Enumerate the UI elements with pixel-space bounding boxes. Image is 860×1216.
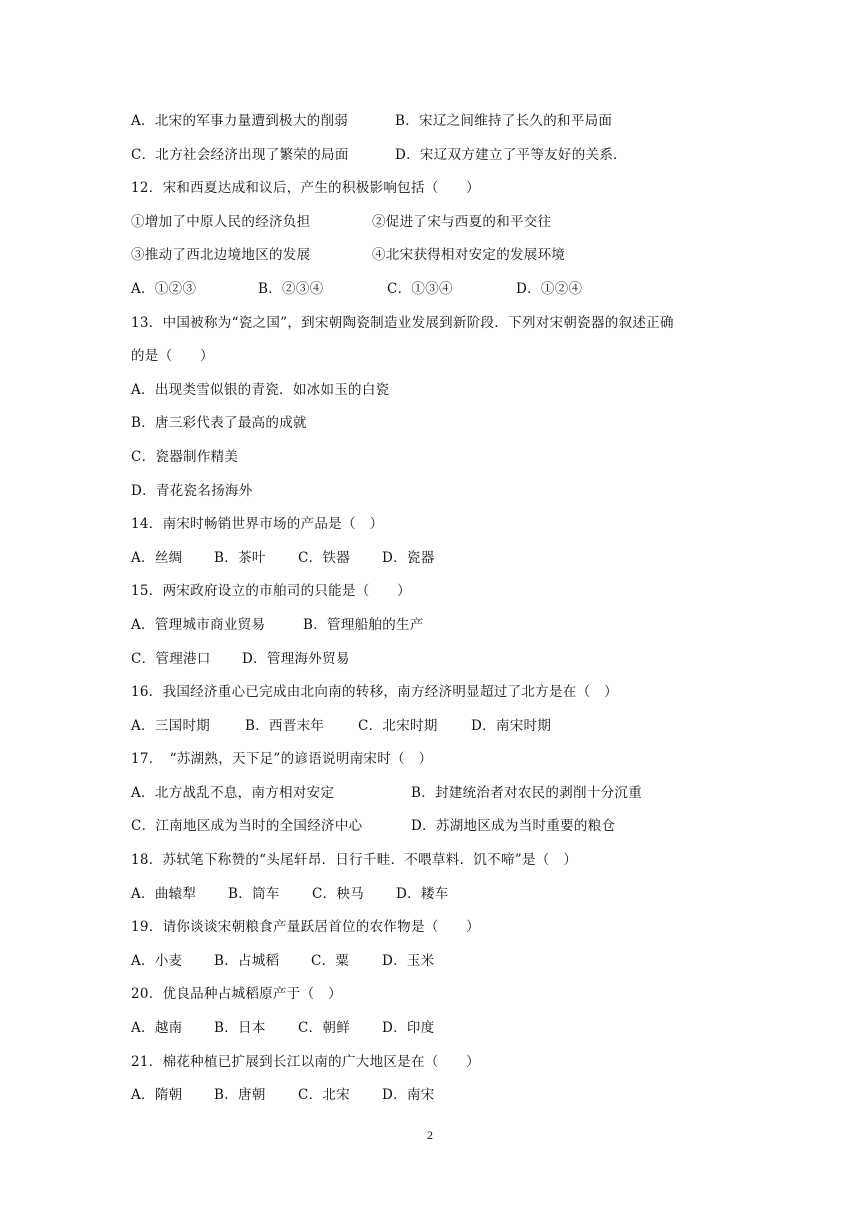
question-text: 的是（ ） — [131, 348, 214, 365]
option-text: A．①②③ — [131, 280, 197, 297]
option-text: D．玉米 — [382, 952, 435, 969]
option-text: B．宋辽之间维持了长久的和平局面 — [395, 113, 613, 129]
text-line — [131, 276, 751, 310]
text-line — [131, 545, 751, 579]
question-text: D．青花瓷名扬海外 — [131, 482, 253, 499]
option-text: B．占城稻 — [214, 952, 280, 969]
question-text: 15．两宋政府设立的市舶司的只能是（ ） — [131, 583, 411, 600]
text-line — [131, 981, 751, 1015]
text-line — [131, 1015, 751, 1049]
option-text: D．印度 — [382, 1020, 435, 1037]
text-line — [131, 847, 751, 881]
question-text: 16．我国经济重心已完成由北向南的转移，南方经济明显超过了北方是在（ ） — [131, 684, 618, 701]
option-text: ④北宋获得相对安定的发展环境 — [372, 247, 566, 264]
question-text: 19．请你谈谈宋朝粮食产量跃居首位的农作物是（ ） — [131, 919, 480, 936]
question-text: 17． “苏湖熟，天下足”的谚语说明南宋时（ ） — [131, 751, 433, 768]
text-line — [131, 612, 751, 646]
option-text: C．管理港口 — [131, 650, 211, 667]
option-text: D．耧车 — [396, 885, 449, 902]
option-text: B．筒车 — [228, 885, 280, 902]
text-line — [131, 578, 751, 612]
option-text: A．管理城市商业贸易 — [131, 616, 266, 633]
option-text: C．粟 — [311, 952, 350, 969]
option-text: C．北宋时期 — [358, 717, 438, 734]
option-text: ②促进了宋与西夏的和平交往 — [372, 213, 552, 230]
option-text: ③推动了西北边境地区的发展 — [131, 247, 311, 264]
text-line — [131, 343, 751, 377]
option-text: ①增加了中原人民的经济负担 — [131, 213, 311, 230]
text-line — [131, 948, 751, 982]
option-text: D．南宋 — [382, 1087, 435, 1104]
option-text: A．北宋的军事力量遭到极大的削弱 — [131, 113, 349, 129]
question-text: 12．宋和西夏达成和议后，产生的积极影响包括（ ） — [131, 180, 480, 197]
text-line — [131, 914, 751, 948]
text-line — [131, 679, 751, 713]
option-text: C．①③④ — [387, 280, 453, 297]
text-line — [131, 813, 751, 847]
question-text: 14．南宋时畅销世界市场的产品是（ ） — [131, 516, 384, 533]
question-text: 20．优良品种占城稻原产于（ ） — [131, 986, 342, 1003]
page-number: 2 — [427, 1128, 433, 1142]
question-text: 18．苏轼笔下称赞的“头尾轩昂．日行千畦．不喂草料．饥不啼”是（ ） — [131, 852, 578, 869]
option-text: B．管理船舶的生产 — [303, 616, 424, 633]
question-text: C．瓷器制作精美 — [131, 448, 239, 465]
option-text: A．三国时期 — [131, 717, 211, 734]
option-text: C．北方社会经济出现了繁荣的局面 — [131, 146, 349, 163]
option-text: C．铁器 — [298, 549, 351, 566]
text-line — [131, 410, 751, 444]
text-line — [131, 881, 751, 915]
text-line — [131, 142, 751, 176]
option-text: B．唐朝 — [214, 1087, 266, 1104]
text-line — [131, 713, 751, 747]
text-line — [131, 310, 751, 344]
text-line — [131, 242, 751, 276]
option-text: C．江南地区成为当时的全国经济中心 — [131, 818, 363, 835]
text-line — [131, 175, 751, 209]
question-text: B．唐三彩代表了最高的成就 — [131, 415, 307, 432]
option-text: D．管理海外贸易 — [242, 650, 350, 667]
text-line — [131, 377, 751, 411]
question-text: A．出现类雪似银的青瓷．如冰如玉的白瓷 — [131, 381, 390, 398]
option-text: D．①②④ — [516, 280, 583, 297]
option-text: D．南宋时期 — [471, 717, 552, 734]
option-text: B．茶叶 — [214, 549, 266, 566]
option-text: B．封建统治者对农民的剥削十分沉重 — [411, 784, 643, 801]
option-text: A．越南 — [131, 1020, 183, 1037]
option-text: D．苏湖地区成为当时重要的粮仓 — [411, 818, 616, 835]
question-list — [131, 108, 751, 1116]
option-text: A．隋朝 — [131, 1087, 183, 1104]
text-line — [131, 1082, 751, 1116]
text-line — [131, 1049, 751, 1083]
text-line — [131, 108, 751, 142]
option-text: C．秧马 — [312, 885, 365, 902]
text-line — [131, 444, 751, 478]
text-line — [131, 780, 751, 814]
option-text: D．宋辽双方建立了平等友好的关系． — [395, 146, 627, 163]
option-text: B．日本 — [214, 1020, 266, 1037]
question-text: 21．棉花种植已扩展到长江以南的广大地区是在（ ） — [131, 1053, 480, 1070]
text-line — [131, 511, 751, 545]
text-line — [131, 209, 751, 243]
question-text: 13．中国被称为“瓷之国”，到宋朝陶瓷制造业发展到新阶段．下列对宋朝瓷器的叙述正确 — [131, 314, 674, 331]
option-text: A．北方战乱不息，南方相对安定 — [131, 784, 335, 801]
text-line — [131, 478, 751, 512]
option-text: A．丝绸 — [131, 549, 183, 566]
option-text: B．②③④ — [258, 280, 324, 297]
option-text: D．瓷器 — [382, 549, 435, 566]
option-text: C．朝鲜 — [298, 1020, 351, 1037]
text-line — [131, 746, 751, 780]
option-text: C．北宋 — [298, 1087, 351, 1104]
option-text: B．西晋末年 — [245, 717, 325, 734]
option-text: A．曲辕犁 — [131, 885, 197, 902]
text-line — [131, 646, 751, 680]
option-text: A．小麦 — [131, 952, 183, 969]
